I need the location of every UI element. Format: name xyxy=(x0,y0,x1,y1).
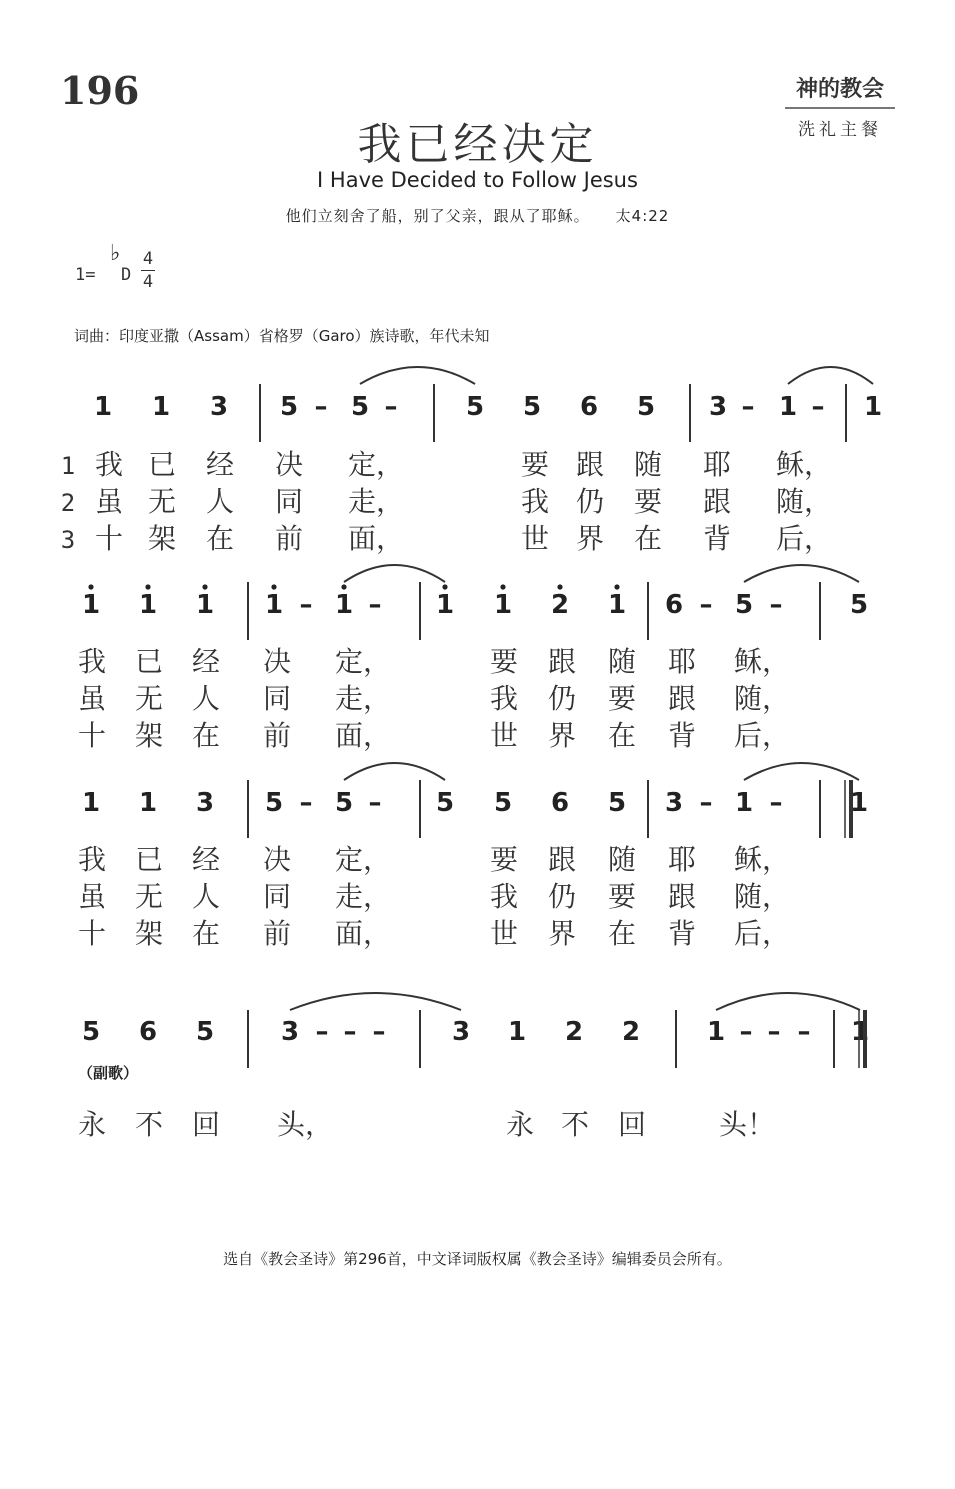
lyric-syllable: 仍 xyxy=(548,682,577,715)
high-octave-dot xyxy=(88,584,93,589)
lyric-syllable: 背 xyxy=(703,522,732,555)
jianpu-note: 5 xyxy=(334,788,354,818)
jianpu-note: 1 xyxy=(93,392,113,422)
lyric-syllable: 人 xyxy=(192,682,221,715)
category-sub: 洗礼主餐 xyxy=(798,120,882,140)
high-octave-dot xyxy=(442,584,447,589)
lyric-syllable: 走， xyxy=(348,485,405,518)
jianpu-note: 1 xyxy=(863,392,883,422)
jianpu-note: 1 xyxy=(138,788,158,818)
lyric-syllable: 十 xyxy=(78,917,107,950)
lyric-syllable: 我 xyxy=(78,843,107,876)
time-numerator: 4 xyxy=(142,249,154,269)
lyric-syllable: 界 xyxy=(548,917,577,950)
jianpu-note: 5 xyxy=(81,1017,101,1047)
lyric-syllable: 世 xyxy=(521,522,550,555)
lyric-syllable: 架 xyxy=(148,522,177,555)
jianpu-note: 5 xyxy=(636,392,656,422)
lyric-syllable: 回 xyxy=(618,1108,647,1141)
key-prefix: 1= xyxy=(75,265,96,285)
lyric-syllable: 要 xyxy=(521,448,550,481)
lyric-syllable: 虽 xyxy=(78,682,107,715)
dash-extension: – xyxy=(368,590,382,620)
lyric-syllable: 要 xyxy=(634,485,663,518)
lyric-syllable: 要 xyxy=(608,682,637,715)
lyric-syllable: 我 xyxy=(490,682,519,715)
lyric-syllable: 在 xyxy=(634,522,663,555)
jianpu-note: 5 xyxy=(607,788,627,818)
lyric-syllable: 我 xyxy=(78,645,107,678)
lyric-syllable: 背 xyxy=(668,917,697,950)
lyric-syllable: 永 xyxy=(78,1108,107,1141)
high-octave-dot xyxy=(614,584,619,589)
lyric-syllable: 我 xyxy=(95,448,124,481)
lyric-syllable: 仍 xyxy=(576,485,605,518)
jianpu-note: 1 xyxy=(264,590,284,620)
tie-slur xyxy=(344,763,445,780)
lyric-syllable: 稣， xyxy=(776,448,833,481)
jianpu-note: 3 xyxy=(280,1017,300,1047)
jianpu-note: 3 xyxy=(708,392,728,422)
hymn-number: 196 xyxy=(60,68,140,113)
lyric-syllable: 随 xyxy=(608,645,637,678)
dash-extension: – xyxy=(299,788,313,818)
tie-slur xyxy=(344,565,445,582)
jianpu-note: 5 xyxy=(522,392,542,422)
verse-number: 3 xyxy=(60,526,76,554)
lyric-syllable: 不 xyxy=(135,1108,164,1141)
jianpu-note: 1 xyxy=(850,1017,870,1047)
jianpu-note: 1 xyxy=(706,1017,726,1047)
lyric-syllable: 前 xyxy=(263,917,292,950)
lyric-syllable: 在 xyxy=(608,719,637,752)
jianpu-note: 1 xyxy=(138,590,158,620)
dash-extension: – xyxy=(811,392,825,422)
dash-extension: – xyxy=(372,1017,386,1047)
jianpu-note: 2 xyxy=(621,1017,641,1047)
copyright-footer: 选自《教会圣诗》第296首，中文译词版权属《教会圣诗》编辑委员会所有。 xyxy=(223,1250,732,1268)
verse-number: 2 xyxy=(60,489,76,517)
lyric-syllable: 耶 xyxy=(668,843,697,876)
lyric-syllable: 后， xyxy=(776,522,833,555)
lyric-syllable: 要 xyxy=(490,645,519,678)
high-octave-dot xyxy=(341,584,346,589)
lyric-syllable: 跟 xyxy=(668,880,697,913)
lyric-syllable: 跟 xyxy=(576,448,605,481)
lyric-syllable: 头！ xyxy=(719,1108,776,1141)
tie-slur xyxy=(716,993,860,1010)
lyric-syllable: 无 xyxy=(135,682,164,715)
high-octave-dot xyxy=(500,584,505,589)
lyric-syllable: 前 xyxy=(263,719,292,752)
title-english: I Have Decided to Follow Jesus xyxy=(317,168,638,192)
lyric-syllable: 我 xyxy=(490,880,519,913)
time-denominator: 4 xyxy=(142,272,154,292)
dash-extension: – xyxy=(767,1017,781,1047)
lyric-syllable: 人 xyxy=(206,485,235,518)
lyric-syllable: 已 xyxy=(148,448,177,481)
lyric-syllable: 耶 xyxy=(668,645,697,678)
scripture-text: 他们立刻舍了船，别了父亲，跟从了耶稣。 xyxy=(285,207,590,225)
lyric-syllable: 随 xyxy=(608,843,637,876)
lyric-syllable: 定， xyxy=(335,843,392,876)
lyric-syllable: 后， xyxy=(734,719,791,752)
lyric-syllable: 跟 xyxy=(668,682,697,715)
lyric-syllable: 定， xyxy=(348,448,405,481)
high-octave-dot xyxy=(271,584,276,589)
jianpu-note: 1 xyxy=(507,1017,527,1047)
lyric-syllable: 走， xyxy=(335,682,392,715)
high-octave-dot xyxy=(557,584,562,589)
lyric-syllable: 回 xyxy=(192,1108,221,1141)
dash-extension: – xyxy=(769,788,783,818)
lyric-syllable: 背 xyxy=(668,719,697,752)
lyric-syllable: 决 xyxy=(275,448,304,481)
lyric-syllable: 面， xyxy=(348,522,405,555)
jianpu-note: 3 xyxy=(451,1017,471,1047)
jianpu-note: 1 xyxy=(81,590,101,620)
lyric-syllable: 走， xyxy=(335,880,392,913)
jianpu-note: 3 xyxy=(209,392,229,422)
lyric-syllable: 不 xyxy=(561,1108,590,1141)
jianpu-note: 1 xyxy=(734,788,754,818)
lyric-syllable: 十 xyxy=(78,719,107,752)
lyric-syllable: 经 xyxy=(206,448,235,481)
dash-extension: – xyxy=(368,788,382,818)
lyric-syllable: 同 xyxy=(275,485,304,518)
lyric-syllable: 我 xyxy=(521,485,550,518)
jianpu-note: 5 xyxy=(465,392,485,422)
lyric-syllable: 同 xyxy=(263,682,292,715)
dash-extension: – xyxy=(769,590,783,620)
lyric-syllable: 无 xyxy=(148,485,177,518)
jianpu-note: 3 xyxy=(195,788,215,818)
jianpu-note: 1 xyxy=(493,590,513,620)
lyric-syllable: 后， xyxy=(734,917,791,950)
jianpu-note: 6 xyxy=(550,788,570,818)
dash-extension: – xyxy=(699,590,713,620)
lyric-syllable: 随， xyxy=(776,485,833,518)
lyric-syllable: 人 xyxy=(192,880,221,913)
lyric-syllable: 在 xyxy=(192,719,221,752)
lyric-syllable: 世 xyxy=(490,719,519,752)
lyric-syllable: 定， xyxy=(335,645,392,678)
jianpu-note: 1 xyxy=(334,590,354,620)
dash-extension: – xyxy=(384,392,398,422)
lyric-syllable: 在 xyxy=(206,522,235,555)
dash-extension: – xyxy=(299,590,313,620)
dash-extension: – xyxy=(343,1017,357,1047)
lyric-syllable: 头， xyxy=(277,1108,334,1141)
tie-slur xyxy=(744,565,859,582)
jianpu-note: 1 xyxy=(81,788,101,818)
tie-slur xyxy=(290,993,461,1010)
lyric-syllable: 稣， xyxy=(734,645,791,678)
jianpu-note: 3 xyxy=(664,788,684,818)
lyric-syllable: 架 xyxy=(135,917,164,950)
lyric-syllable: 在 xyxy=(608,917,637,950)
lyric-syllable: 永 xyxy=(506,1108,535,1141)
jianpu-note: 5 xyxy=(279,392,299,422)
lyric-syllable: 决 xyxy=(263,645,292,678)
high-octave-dot xyxy=(145,584,150,589)
lyric-syllable: 仍 xyxy=(548,880,577,913)
refrain-label: （副歌） xyxy=(78,1064,139,1082)
key-note: D xyxy=(121,265,132,285)
lyric-syllable: 跟 xyxy=(548,645,577,678)
lyric-syllable: 虽 xyxy=(95,485,124,518)
jianpu-note: 5 xyxy=(493,788,513,818)
lyric-syllable: 无 xyxy=(135,880,164,913)
jianpu-note: 2 xyxy=(564,1017,584,1047)
jianpu-note: 6 xyxy=(138,1017,158,1047)
jianpu-note: 1 xyxy=(195,590,215,620)
high-octave-dot xyxy=(202,584,207,589)
lyric-syllable: 面， xyxy=(335,917,392,950)
jianpu-note: 6 xyxy=(579,392,599,422)
tie-slur xyxy=(360,367,475,384)
jianpu-note: 5 xyxy=(350,392,370,422)
lyric-syllable: 面， xyxy=(335,719,392,752)
lyric-syllable: 随 xyxy=(634,448,663,481)
jianpu-note: 1 xyxy=(778,392,798,422)
jianpu-note: 1 xyxy=(849,788,869,818)
lyric-syllable: 随， xyxy=(734,880,791,913)
lyric-syllable: 经 xyxy=(192,843,221,876)
jianpu-note: 5 xyxy=(849,590,869,620)
jianpu-note: 1 xyxy=(151,392,171,422)
author-credit: 词曲：印度亚撒（Assam）省格罗（Garo）族诗歌，年代未知 xyxy=(74,327,490,345)
jianpu-note: 5 xyxy=(195,1017,215,1047)
lyric-syllable: 稣， xyxy=(734,843,791,876)
dash-extension: – xyxy=(797,1017,811,1047)
title-chinese: 我已经决定 xyxy=(357,119,598,170)
lyric-syllable: 已 xyxy=(135,645,164,678)
jianpu-note: 5 xyxy=(264,788,284,818)
lyric-syllable: 跟 xyxy=(548,843,577,876)
lyric-syllable: 要 xyxy=(490,843,519,876)
lyric-syllable: 决 xyxy=(263,843,292,876)
lyric-syllable: 要 xyxy=(608,880,637,913)
jianpu-note: 1 xyxy=(607,590,627,620)
scripture-reference: 太4:22 xyxy=(615,207,670,225)
lyric-syllable: 在 xyxy=(192,917,221,950)
flat-icon: ♭ xyxy=(110,241,121,266)
tie-slur xyxy=(788,367,873,384)
dash-extension: – xyxy=(315,1017,329,1047)
lyric-syllable: 经 xyxy=(192,645,221,678)
lyric-syllable: 十 xyxy=(95,522,124,555)
lyric-syllable: 前 xyxy=(275,522,304,555)
lyric-syllable: 虽 xyxy=(78,880,107,913)
dash-extension: – xyxy=(741,392,755,422)
dash-extension: – xyxy=(739,1017,753,1047)
lyric-syllable: 跟 xyxy=(703,485,732,518)
jianpu-note: 1 xyxy=(435,590,455,620)
tie-slur xyxy=(744,763,859,780)
lyric-syllable: 同 xyxy=(263,880,292,913)
category-main: 神的教会 xyxy=(785,72,895,109)
lyric-syllable: 界 xyxy=(576,522,605,555)
lyric-syllable: 耶 xyxy=(703,448,732,481)
lyric-syllable: 随， xyxy=(734,682,791,715)
lyric-syllable: 世 xyxy=(490,917,519,950)
dash-extension: – xyxy=(699,788,713,818)
lyric-syllable: 已 xyxy=(135,843,164,876)
lyric-syllable: 界 xyxy=(548,719,577,752)
jianpu-note: 6 xyxy=(664,590,684,620)
dash-extension: – xyxy=(314,392,328,422)
jianpu-note: 2 xyxy=(550,590,570,620)
jianpu-note: 5 xyxy=(435,788,455,818)
jianpu-note: 5 xyxy=(734,590,754,620)
lyric-syllable: 架 xyxy=(135,719,164,752)
verse-number: 1 xyxy=(60,452,76,480)
